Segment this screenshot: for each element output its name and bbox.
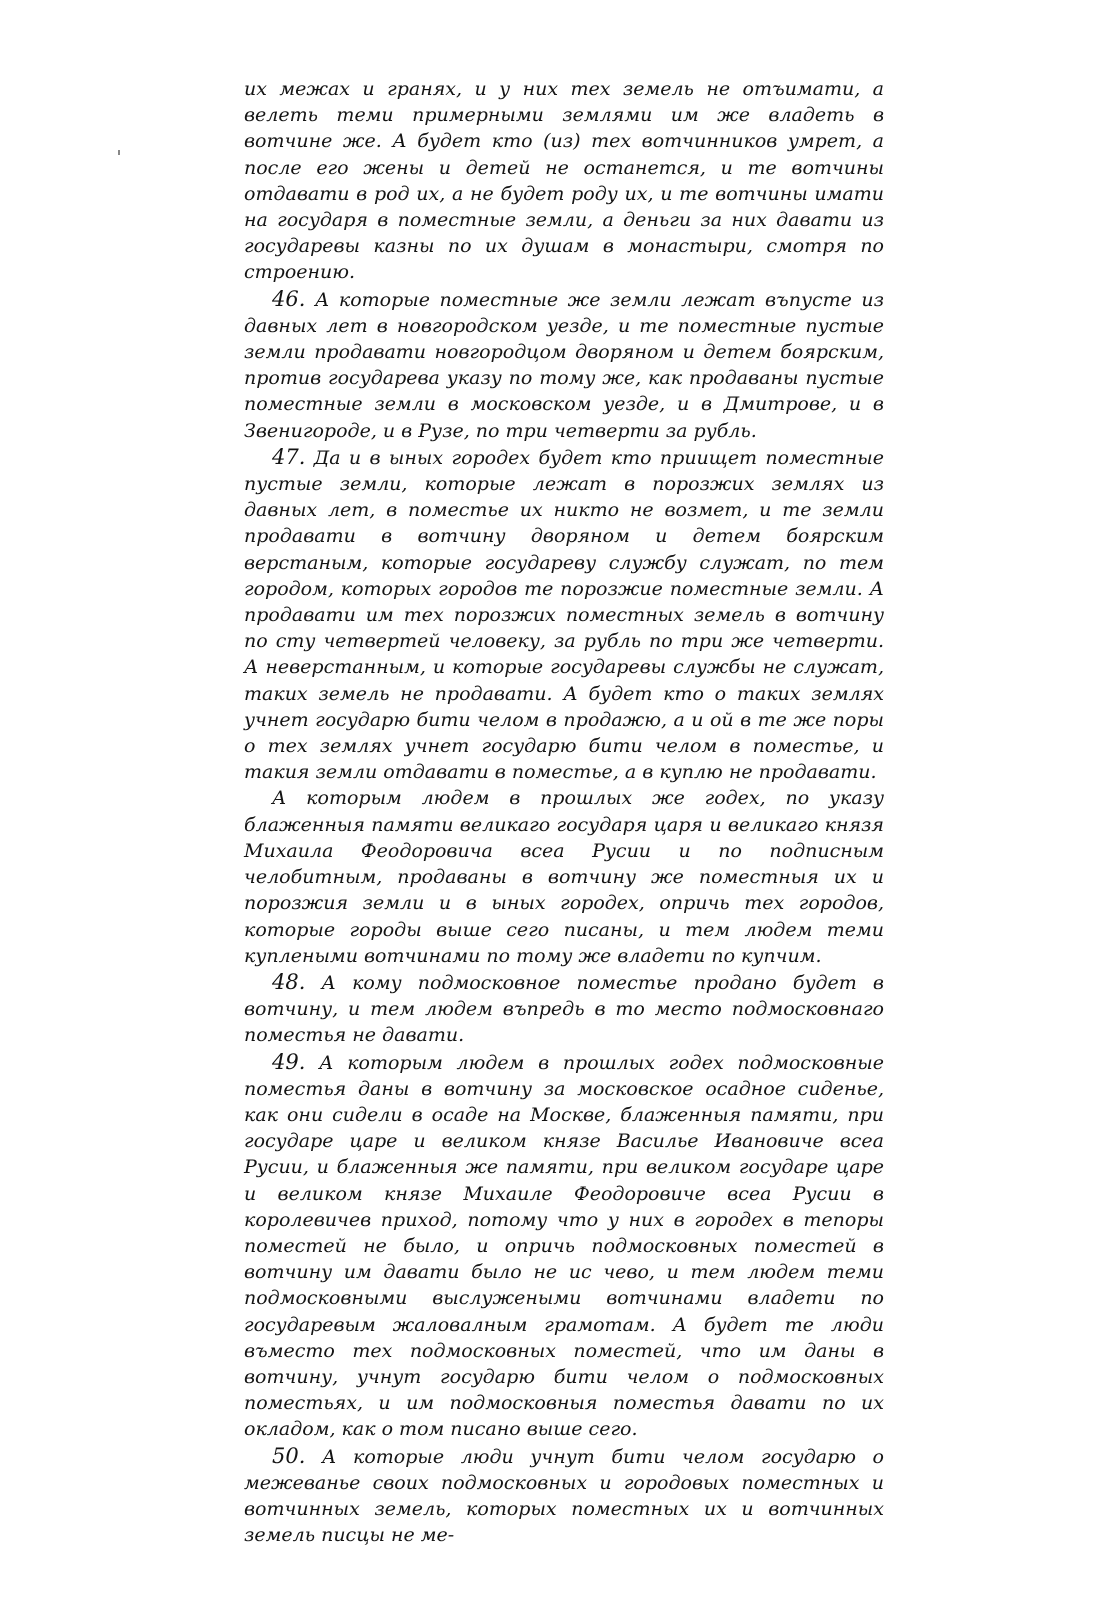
paragraph-number: 50. bbox=[272, 1443, 306, 1468]
paragraph-text: Да и в ыных городех будет кто приищет поместные пустые земли, которые лежат в порозжих землях из давных лет, в поместье их никто не возмет, и те земли продавати в вотчину дворяном и детем боярским верстаным, которые государеву службу служат, по тем городом, которых городов те порозжие поместные земли. А продавати им тех порозжих поместных земель в вотчину по сту четвертей человеку, за рубль по три же четверти. А неверстанным, и которые государевы службы не служат, таких земель не продавати. А будет кто о таких землях учнет государю бити челом в продажю, а и ой в те же поры о тех землях учнет государю бити челом в поместье, и такия земли отдавати в поместье, а в куплю не продавати. bbox=[244, 446, 885, 784]
paragraph-text: А кому подмосковное поместье продано будет в вотчину, и тем людем въпредь в то место подмосковнаго поместья не давати. bbox=[244, 971, 884, 1047]
paragraph-continuation bbox=[244, 76, 884, 286]
paragraph-number: 47. bbox=[272, 444, 306, 469]
paragraph-text: А которые люди учнут бити челом государю о межеванье своих подмосковных и городовых поместных и вотчинных земель, которых поместных их и вотчинных земель писцы не ме- bbox=[244, 1445, 884, 1547]
paragraph-text: А которым людем в прошлых же годех, по указу блаженныя памяти великаго государя царя и великаго князя Михаила Феодоровича всеа Русии и по подписным челобитным, продаваны в вотчину же поместныя их и порозжия земли и в ыных городех, опричь тех городов, которые городы выше сего писаны, и тем людем теми куплеными вотчинами по тому же владети по купчим. bbox=[244, 787, 884, 967]
paragraph-number: 49. bbox=[272, 1049, 306, 1074]
document-page bbox=[244, 76, 884, 1548]
paragraph-number: 48. bbox=[272, 969, 306, 994]
paragraph-50 bbox=[244, 1443, 884, 1549]
paragraph-text: их межах и гранях, и у них тех земель не отъимати, а велеть теми примерными землями им же владеть в вотчине же. А будет кто (из) тех вотчинников умрет, а после его жены и детей не останется, и те вотчины отдавати в род их, а не будет роду их, и те вотчины имати на государя в поместные земли, а деньги за них давати из государевы казны по их душам в монастыри, смотря по строению. bbox=[244, 78, 884, 284]
paragraph-text: А которым людем в прошлых годех подмосковные поместья даны в вотчину за московское осадное сиденье, как они сидели в осаде на Москве, блаженныя памяти, при государе царе и великом князе Василье Ивановиче всеа Русии, и блаженныя же памяти, при великом государе царе и великом князе Михаиле Феодоровиче всеа Русии в королевичев приход, потому что у них в городех в тепоры поместей не было, и опричь подмосковных поместей в вотчину им давати было не ис чево, и тем людем теми подмосковными выслужеными вотчинами владети по государевым жаловалным грамотам. А будет те люди въместо тех подмосковных поместей, что им даны в вотчину, учнут государю бити челом о подмосковных поместьях, и им подмосковныя поместья давати по их окладом, как о том писано выше сего. bbox=[244, 1051, 884, 1441]
paragraph-47-continued bbox=[244, 785, 884, 968]
paragraph-number: 46. bbox=[272, 286, 306, 311]
paragraph-49 bbox=[244, 1049, 884, 1443]
paragraph-48 bbox=[244, 969, 884, 1049]
paragraph-text: А которые поместные же земли лежат въпусте из давных лет в новгородском уезде, и те поместные пустые земли продавати новгородцом дворяном и детем боярским, против государева указу по тому же, как продаваны пустые поместные земли в московском уезде, и в Дмитрове, и в Звенигороде, и в Рузе, по три четверти за рубль. bbox=[244, 288, 884, 442]
paragraph-46 bbox=[244, 286, 884, 444]
stray-mark bbox=[118, 150, 120, 155]
paragraph-47 bbox=[244, 444, 884, 786]
